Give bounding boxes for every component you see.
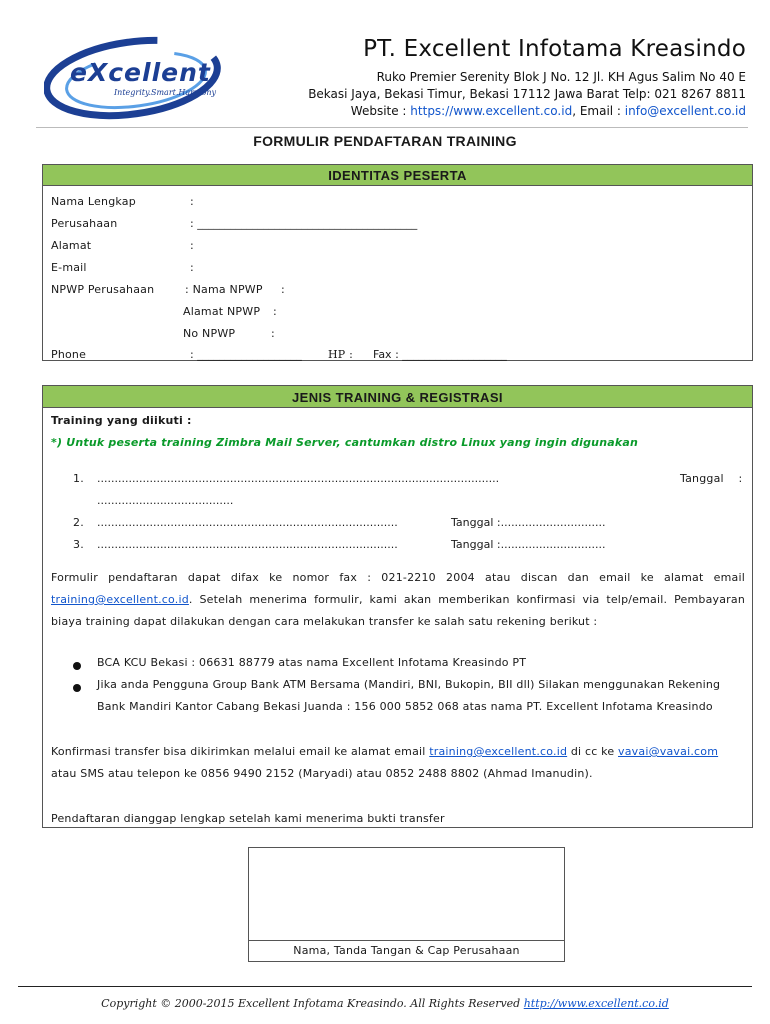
nama-label: Nama Lengkap	[51, 195, 136, 208]
confirmation-line-1	[51, 741, 745, 763]
logo-tagline: Integrity.Smart.Harmony	[114, 88, 217, 97]
npwp-label: NPWP Perusahaan	[51, 283, 155, 296]
company-info	[308, 36, 746, 118]
npwp-alamat-input[interactable]: :	[273, 305, 277, 318]
signature-divider	[249, 940, 564, 941]
nama-input[interactable]: :	[190, 195, 194, 208]
website-link[interactable]: https://www.excellent.co.id	[410, 104, 573, 118]
instructions-line-2	[51, 589, 745, 611]
training-section	[42, 385, 753, 828]
header-divider	[36, 127, 748, 128]
phone-input[interactable]: : ___________________	[190, 348, 302, 361]
confirmation-paragraph	[51, 741, 745, 785]
instructions-line-2-text: . Setelah menerima formulir, kami akan memberikan konfirmasi via telp/email. Pembayaran	[188, 593, 745, 606]
email-label: , Email :	[572, 104, 625, 118]
bank-bca: BCA KCU Bekasi : 06631 88779 atas nama Excellent Infotama Kreasindo PT	[97, 656, 527, 669]
company-logo	[44, 36, 234, 120]
npwp-nama-label: : Nama NPWP	[185, 283, 263, 296]
company-contact	[308, 104, 746, 118]
training-item-3-tanggal[interactable]: Tanggal :..............................	[451, 538, 606, 551]
email-input[interactable]: :	[190, 261, 194, 274]
confirmation-email-link[interactable]: training@excellent.co.id	[429, 745, 568, 758]
confirmation-line-2: atau SMS atau telepon ke 0856 9490 2152 (Maryadi) atau 0852 2488 8802 (Ahmad Imanudin).	[51, 767, 593, 780]
training-item-2-number: 2.	[73, 516, 84, 529]
bullet-icon	[73, 684, 81, 692]
npwp-no-label: No NPWP	[183, 327, 236, 340]
form-title: FORMULIR PENDAFTARAN TRAINING	[253, 133, 517, 149]
signature-box[interactable]	[248, 847, 565, 962]
identitas-section	[42, 164, 753, 361]
training-item-3-number: 3.	[73, 538, 84, 551]
footer-website-link[interactable]: http://www.excellent.co.id	[523, 997, 669, 1010]
training-heading: JENIS TRAINING & REGISTRASI	[43, 386, 752, 408]
signature-label: Nama, Tanda Tangan & Cap Perusahaan	[293, 944, 520, 957]
logo-wordmark: eXcellent	[70, 58, 211, 87]
website-label: Website :	[350, 104, 411, 118]
final-note: Pendaftaran dianggap lengkap setelah kami menerima bukti transfer	[51, 812, 445, 825]
instructions-line-3: biaya training dapat dilakukan dengan cara melakukan transfer ke salah satu rekening berikut :	[51, 615, 598, 628]
footer-divider	[18, 986, 752, 987]
confirmation-cc-text: di cc ke	[567, 745, 619, 758]
instructions-line-1: Formulir pendaftaran dapat difax ke nomor fax : 021-2210 2004 atau discan dan email ke alamat email	[51, 571, 745, 584]
training-item-1-number: 1.	[73, 472, 84, 485]
zimbra-note: *) Untuk peserta training Zimbra Mail Server, cantumkan distro Linux yang ingin digunakan	[51, 436, 639, 449]
company-address-1: Ruko Premier Serenity Blok J No. 12 Jl. KH Agus Salim No 40 E	[376, 70, 746, 84]
copyright-text: Copyright © 2000-2015 Excellent Infotama Kreasindo. All Rights Reserved	[101, 997, 524, 1010]
bank-mandiri-line-2: Bank Mandiri Kantor Cabang Bekasi Juanda : 156 000 5852 068 atas nama PT. Excellent Infotama Kreasindo	[97, 700, 713, 713]
training-item-2-tanggal[interactable]: Tanggal :..............................	[451, 516, 606, 529]
perusahaan-input[interactable]: : ________________________________________	[190, 217, 418, 230]
phone-label: Phone	[51, 348, 87, 361]
instructions-paragraph	[51, 567, 745, 633]
footer	[0, 997, 770, 1010]
npwp-alamat-label: Alamat NPWP	[183, 305, 261, 318]
training-item-1-field[interactable]: ...................................................................................................................	[97, 472, 500, 485]
confirmation-text: Konfirmasi transfer bisa dikirimkan melalui email ke alamat email	[51, 745, 430, 758]
npwp-nama-input[interactable]: :	[281, 283, 285, 296]
identitas-heading: IDENTITAS PESERTA	[43, 165, 752, 186]
bullet-icon	[73, 662, 81, 670]
fax-input[interactable]: Fax : ___________________	[373, 348, 507, 361]
company-address-2: Bekasi Jaya, Bekasi Timur, Bekasi 17112 Jawa Barat Telp: 021 8267 8811	[308, 87, 746, 101]
training-item-1-tanggal[interactable]: Tanggal :	[680, 472, 743, 485]
npwp-no-input[interactable]: :	[271, 327, 275, 340]
training-email-link[interactable]: training@excellent.co.id	[51, 593, 189, 606]
bank-mandiri-line-1: Jika anda Pengguna Group Bank ATM Bersama (Mandiri, BNI, Bukopin, BII dll) Silakan menggunakan Rekening	[97, 678, 721, 691]
perusahaan-label: Perusahaan	[51, 217, 118, 230]
training-label: Training yang diikuti :	[51, 414, 192, 427]
training-item-2-field[interactable]: ......................................................................................	[97, 516, 398, 529]
cc-email-link[interactable]: vavai@vavai.com	[618, 745, 719, 758]
alamat-label: Alamat	[51, 239, 92, 252]
hp-label: HP :	[328, 348, 353, 361]
company-name: PT. Excellent Infotama Kreasindo	[363, 36, 746, 62]
alamat-input[interactable]: :	[190, 239, 194, 252]
training-item-3-field[interactable]: ......................................................................................	[97, 538, 398, 551]
email-link[interactable]: info@excellent.co.id	[624, 104, 746, 118]
email-label: E-mail	[51, 261, 87, 274]
training-item-1-continuation[interactable]: .......................................	[97, 494, 234, 507]
